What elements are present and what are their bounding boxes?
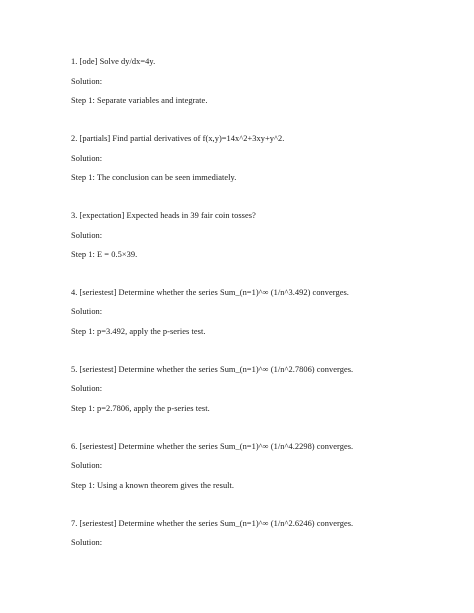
- problem-2-step-1: Step 1: The conclusion can be seen immediately.: [71, 173, 237, 182]
- problem-5-question: 5. [seriestest] Determine whether the series Sum_(n=1)^∞ (1/n^2.7806) converges.: [71, 365, 354, 374]
- problem-1-solution-label: Solution:: [71, 77, 103, 86]
- problem-3-solution-label: Solution:: [71, 231, 103, 240]
- problem-3-question: 3. [expectation] Expected heads in 39 fair coin tosses?: [71, 211, 256, 220]
- problem-6-question: 6. [seriestest] Determine whether the series Sum_(n=1)^∞ (1/n^4.2298) converges.: [71, 442, 354, 451]
- problem-2-solution-label: Solution:: [71, 154, 103, 163]
- problem-1-step-1: Step 1: Separate variables and integrate.: [71, 96, 208, 105]
- problem-5-step-1: Step 1: p=2.7806, apply the p-series test.: [71, 404, 210, 413]
- problem-1-question: 1. [ode] Solve dy/dx=4y.: [71, 57, 156, 66]
- problem-7-solution-label: Solution:: [71, 538, 103, 547]
- problem-6-solution-label: Solution:: [71, 461, 103, 470]
- problem-3-step-1: Step 1: E = 0.5×39.: [71, 250, 138, 259]
- problem-7-question: 7. [seriestest] Determine whether the series Sum_(n=1)^∞ (1/n^2.6246) converges.: [71, 519, 354, 528]
- problem-4-solution-label: Solution:: [71, 307, 103, 316]
- problem-2-question: 2. [partials] Find partial derivatives of f(x,y)=14x^2+3xy+y^2.: [71, 134, 285, 143]
- problem-4-question: 4. [seriestest] Determine whether the series Sum_(n=1)^∞ (1/n^3.492) converges.: [71, 288, 349, 297]
- problem-6-step-1: Step 1: Using a known theorem gives the result.: [71, 481, 235, 490]
- problem-5-solution-label: Solution:: [71, 384, 103, 393]
- problem-4-step-1: Step 1: p=3.492, apply the p-series test.: [71, 327, 206, 336]
